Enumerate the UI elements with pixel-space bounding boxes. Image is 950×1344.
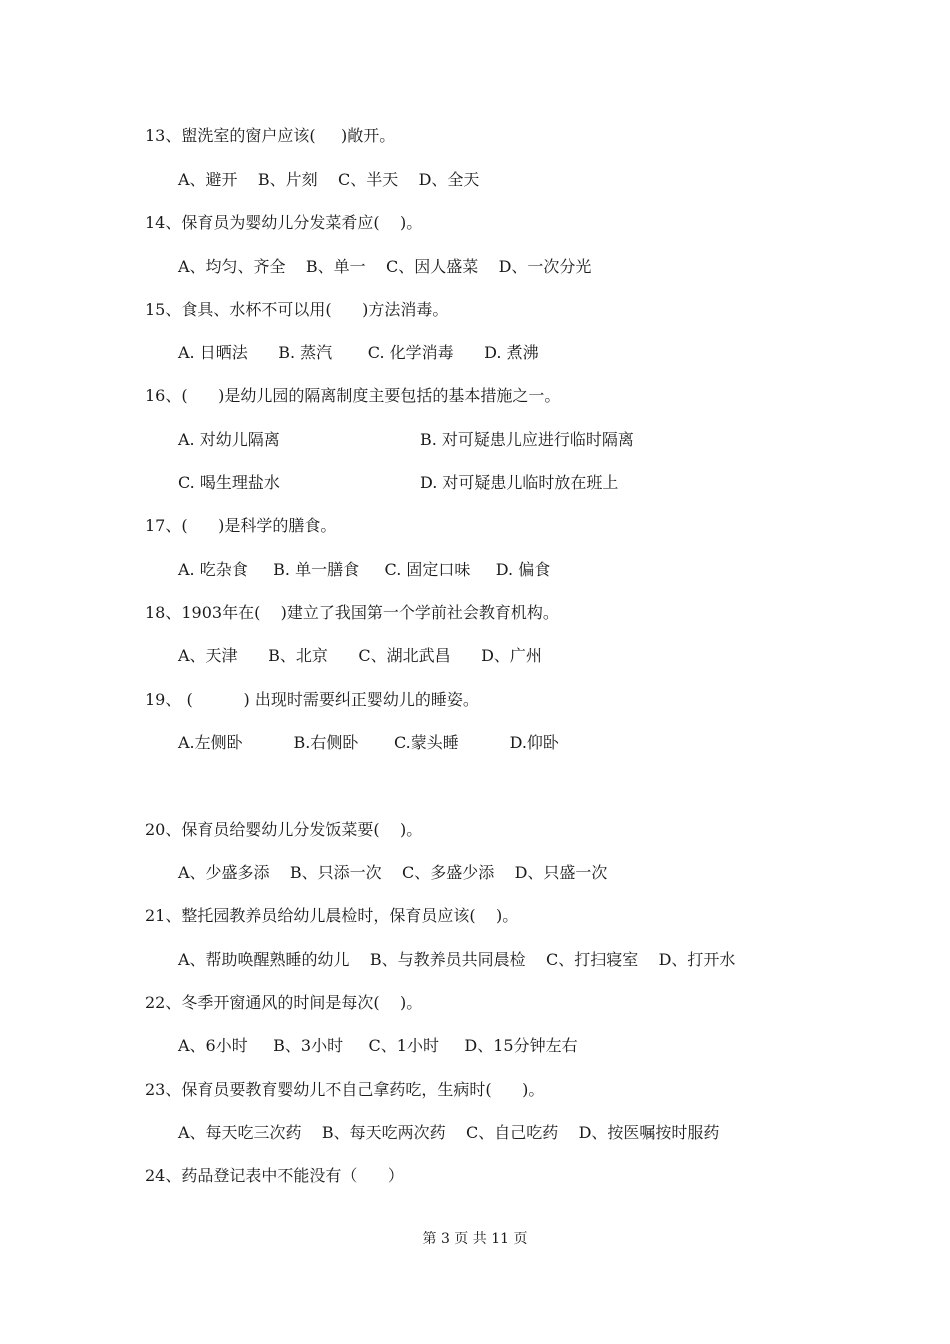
question-23-options: A、每天吃三次药 B、每天吃两次药 C、自己吃药 D、按医嘱按时服药 bbox=[178, 1123, 720, 1142]
page-footer: 第 3 页 共 11 页 bbox=[422, 1231, 528, 1247]
question-16: 16、( )是幼儿园的隔离制度主要包括的基本措施之一。 bbox=[145, 386, 561, 405]
question-16-option-c: C. 喝生理盐水 bbox=[178, 473, 280, 492]
question-13-options: A、避开 B、片刻 C、半天 D、全天 bbox=[178, 170, 480, 189]
question-19: 19、 ( ) 出现时需要纠正婴幼儿的睡姿。 bbox=[145, 690, 479, 709]
question-18: 18、1903年在( )建立了我国第一个学前社会教育机构。 bbox=[145, 603, 559, 622]
question-14: 14、保育员为婴幼儿分发菜肴应( )。 bbox=[145, 213, 423, 232]
question-22-options: A、6小时 B、3小时 C、1小时 D、15分钟左右 bbox=[178, 1036, 578, 1055]
question-21: 21、整托园教养员给幼儿晨检时，保育员应该( )。 bbox=[145, 906, 519, 925]
question-23: 23、保育员要教育婴幼儿不自己拿药吃，生病时( )。 bbox=[145, 1080, 545, 1099]
question-15-options: A. 日晒法 B. 蒸汽 C. 化学消毒 D. 煮沸 bbox=[178, 343, 539, 362]
question-13: 13、盥洗室的窗户应该( )敞开。 bbox=[145, 126, 396, 145]
question-15: 15、食具、水杯不可以用( )方法消毒。 bbox=[145, 300, 449, 319]
question-24: 24、药品登记表中不能没有（ ） bbox=[145, 1166, 404, 1185]
question-16-option-d: D. 对可疑患儿临时放在班上 bbox=[420, 473, 619, 492]
question-14-options: A、均匀、齐全 B、单一 C、因人盛菜 D、一次分光 bbox=[178, 257, 592, 276]
question-17: 17、( )是科学的膳食。 bbox=[145, 516, 337, 535]
question-17-options: A. 吃杂食 B. 单一膳食 C. 固定口味 D. 偏食 bbox=[178, 560, 551, 579]
question-18-options: A、天津 B、北京 C、湖北武昌 D、广州 bbox=[178, 646, 542, 665]
question-16-option-a: A. 对幼儿隔离 bbox=[178, 430, 280, 449]
question-22: 22、冬季开窗通风的时间是每次( )。 bbox=[145, 993, 423, 1012]
question-20-options: A、少盛多添 B、只添一次 C、多盛少添 D、只盛一次 bbox=[178, 863, 608, 882]
question-19-options: A.左侧卧 B.右侧卧 C.蒙头睡 D.仰卧 bbox=[178, 733, 559, 752]
question-16-option-b: B. 对可疑患儿应进行临时隔离 bbox=[420, 430, 634, 449]
question-21-options: A、帮助唤醒熟睡的幼儿 B、与教养员共同晨检 C、打扫寝室 D、打开水 bbox=[178, 950, 736, 969]
question-20: 20、保育员给婴幼儿分发饭菜要( )。 bbox=[145, 820, 423, 839]
